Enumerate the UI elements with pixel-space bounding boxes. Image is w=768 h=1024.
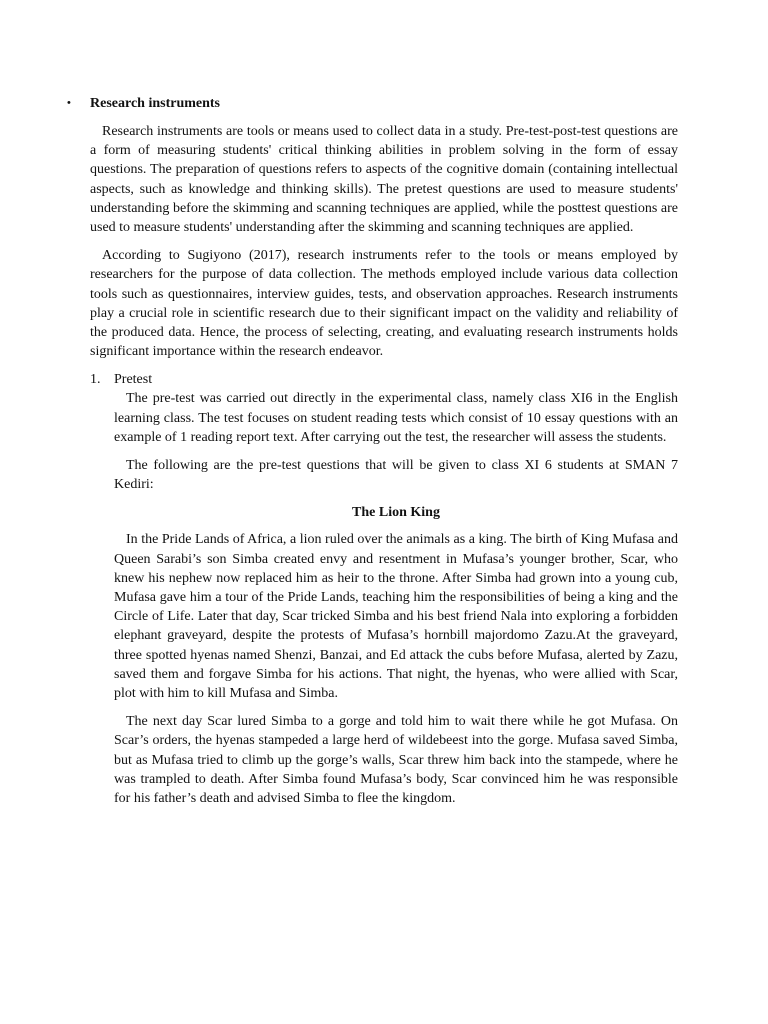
section-heading — [67, 94, 678, 113]
numbered-list-item — [90, 370, 678, 808]
bullet-icon: • — [67, 97, 71, 109]
body-paragraph: Research instruments are tools or means used to collect data in a study. Pre-test-post-test questions are a form of measuring students' critical thinking abilities in problem solving in the form of essay questions. The preparation of questions refers to aspects of the cognitive domain (containing intellectual aspects, such as knowledge and thinking skills). The pretest questions are used to measure students' understanding before the skimming and scanning techniques are applied, while the posttest questions are used to measure students' understanding after the skimming and scanning techniques are applied. — [90, 124, 678, 236]
list-intro-paragraph: The following are the pre-test questions that will be given to class XI 6 students at SMAN 7 Kediri: — [114, 458, 678, 493]
list-item-label: Pretest — [114, 372, 153, 388]
story-paragraph: The next day Scar lured Simba to a gorge and told him to wait there while he got Mufasa. On Scar’s orders, the hyenas stampeded a large herd of wildebeest into the gorge. Mufasa saved Simba, but as Mufasa tried to climb up the gorge’s walls, Scar threw him back into the stampede, where he was trampled to death. After Simba found Mufasa’s body, Scar convinced him he was responsible for his father’s death and advised Simba to flee the kingdom. — [114, 714, 678, 807]
list-item-body — [90, 389, 678, 808]
list-paragraph: The pre-test was carried out directly in the experimental class, namely class XI6 in the English learning class. The test focuses on student reading tests which consist of 10 essay questions with an example of 1 reading report text. After carrying out the test, the researcher will assess the students. — [114, 391, 678, 445]
story-paragraph: In the Pride Lands of Africa, a lion ruled over the animals as a king. The birth of King Mufasa and Queen Sarabi’s son Simba created envy and resentment in Mufasa’s younger brother, Scar, who knew his nephew now replaced him as heir to the throne. After Simba had grown into a young cub, Mufasa gave him a tour of the Pride Lands, teaching him the responsibilities of being a king and the Circle of Life. Later that day, Scar tricked Simba and his best friend Nala into exploring a forbidden elephant graveyard, despite the protests of Mufasa’s hornbill majordomo Zazu.At the graveyard, three spotted hyenas named Shenzi, Banzai, and Ed attack the cubs before Mufasa, alerted by Zazu, saved them and forgave Simba for his actions. That night, the hyenas, who were allied with Scar, plot with him to kill Mufasa and Simba. — [114, 532, 678, 702]
section-heading-text: Research instruments — [90, 96, 221, 111]
list-item-heading — [90, 370, 678, 389]
story-title: The Lion King — [352, 505, 440, 521]
list-number: 1. — [90, 372, 101, 388]
body-paragraph: According to Sugiyono (2017), research instruments refer to the tools or means employed by researchers for the purpose of data collection. The methods employed include various data collection tools such as questionnaires, interview guides, tests, and observation approaches. Research instruments play a crucial role in scientific research due to their significant impact on the validity and reliability of the produced data. Hence, the process of selecting, creating, and evaluating research instruments holds significant importance within the research endeavor. — [90, 248, 678, 360]
